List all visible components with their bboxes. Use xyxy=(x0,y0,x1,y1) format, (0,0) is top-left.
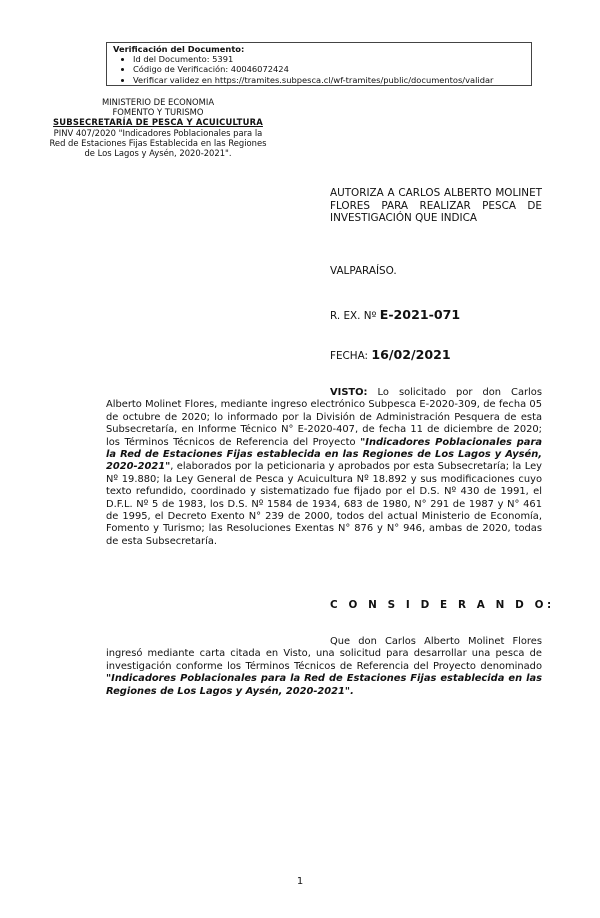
fecha-label: FECHA: xyxy=(330,350,372,362)
verification-url[interactable]: • Verificar validez en https://tramites.subpesca.cl/wf-tramites/public/documentos/validar xyxy=(133,75,525,85)
verification-list xyxy=(113,54,525,85)
project-ref-line2: Red de Estaciones Fijas Establecida en las Regiones xyxy=(49,137,267,148)
considerando-1-end: . xyxy=(350,685,354,697)
project-ref-line1: PINV 407/2020 "Indicadores Poblacionales para la xyxy=(53,127,263,138)
considerando-1-project-name: "Indicadores Poblacionales para la Red de Estaciones Fijas establecida en las Regiones de Los Lagos y Aysén, 2020-2021" xyxy=(106,673,542,697)
verification-code: • Código de Verificación: 40046072424 xyxy=(133,64,525,74)
considerando-1-text: Que don Carlos Alberto Molinet Flores ingresó mediante carta citada en Visto, una solicitud para desarrollar una pesca de investigación conforme los Términos Técnicos de Referencia del Proyecto denominado xyxy=(106,636,542,672)
visto-project-name: "Indicadores Poblacionales para la Red de Estaciones Fijas establecida en las Regiones de Los Lagos y Aysén, 2020-2021" xyxy=(106,436,543,473)
visto-paragraph xyxy=(106,387,542,548)
visto-text-2: , elaborados por la peticionaria y aprobados por esta Subsecretaría; la Ley Nº 19.880; la Ley General de Pesca y Acuicultura Nº 18.892 y sus modificaciones cuyo texto refundido, coordinado y sistematizado fue fijado por el D.S. Nº 430 de 1991, el D.F.L. Nº 5 de 1983, los D.S. Nº 1584 de 1934, 683 de 1980, N° 291 de 1987 y N° 461 de 1995, el Decreto Exento N° 239 de 2000, todos del actual Ministerio de Economía, Fomento y Turismo; las Resoluciones Exentas N° 876 y N° 946, ambas de 2020, todas de esta Subsecretaría. xyxy=(106,461,542,547)
city: VALPARAÍSO. xyxy=(330,265,397,277)
verification-box xyxy=(106,42,532,86)
resolution-date xyxy=(330,347,542,362)
rex-number: E-2021-071 xyxy=(379,307,461,322)
visto-label: VISTO: xyxy=(330,387,368,398)
verification-title: Verificación del Documento: xyxy=(113,44,245,54)
ministry-name: MINISTERIO DE ECONOMIA xyxy=(101,97,215,107)
considerando-heading: C O N S I D E R A N D O: xyxy=(330,599,555,611)
considerando-paragraph-1 xyxy=(106,636,542,698)
resolution-title: AUTORIZA A CARLOS ALBERTO MOLINET FLORES PARA REALIZAR PESCA DE INVESTIGACIÓN QUE INDICA xyxy=(330,187,542,225)
ministry-name-cont: FOMENTO Y TURISMO xyxy=(112,107,204,118)
visto-text-1: Lo solicitado por don Carlos Alberto Molinet Flores, mediante ingreso electrónico Subpesca E-2020-309, de fecha 05 de octubre de 2020; lo informado por la División de Administración Pesquera de esta Subsecretaría, en Informe Técnico N° E-2020-407, de fecha 11 de diciembre de 2020; los Términos Técnicos de Referencia del Proyecto xyxy=(106,387,542,448)
ministry-header xyxy=(32,97,284,158)
project-ref-line3: de Los Lagos y Aysén, 2020-2021". xyxy=(84,148,232,159)
subsecretaria-name: SUBSECRETARÍA DE PESCA Y ACUICULTURA xyxy=(53,117,263,128)
rex-label: R. EX. Nº xyxy=(330,310,380,322)
page-number: 1 xyxy=(296,876,304,887)
fecha-value: 16/02/2021 xyxy=(371,347,451,362)
document-id: • Id del Documento: 5391 xyxy=(133,54,525,64)
resolution-number xyxy=(330,307,542,322)
